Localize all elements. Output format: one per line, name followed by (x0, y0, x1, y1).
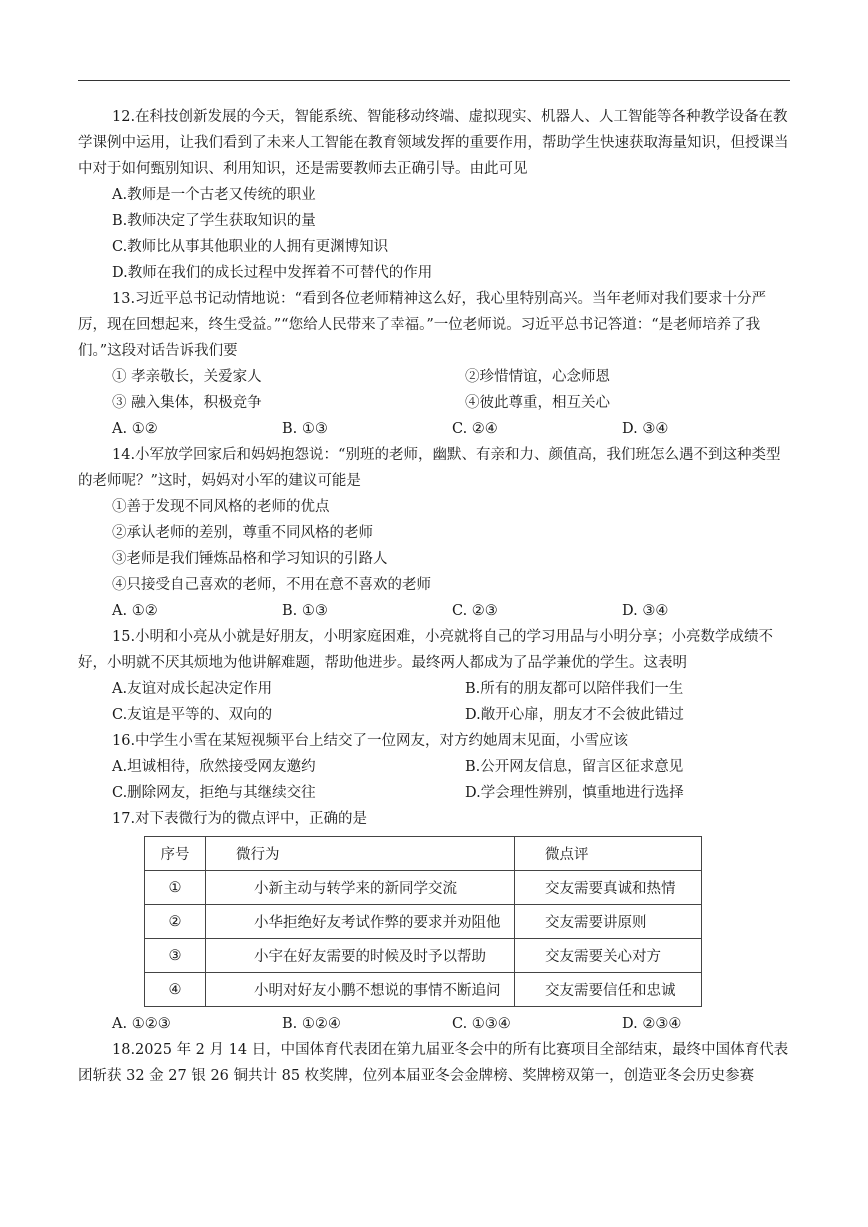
table-cell-behavior: 小新主动与转学来的新同学交流 (206, 871, 515, 905)
q14-item-1: ①善于发现不同风格的老师的优点 (112, 499, 330, 515)
q17-option-b: B. ①②④ (282, 1016, 341, 1032)
q17-option-a: A. ①②③ (112, 1016, 171, 1032)
table-cell-behavior: 小华拒绝好友考试作弊的要求并劝阻他 (206, 905, 515, 939)
table-cell-comment: 交友需要讲原则 (515, 905, 702, 939)
table-row (145, 871, 702, 905)
header-rule (78, 80, 790, 81)
q16-options-row-1 (78, 754, 790, 780)
q14-option-d: D. ③④ (622, 603, 669, 619)
q14-item-2: ②承认老师的差别，尊重不同风格的老师 (112, 525, 373, 541)
table-header-row (145, 837, 702, 871)
q13-item-2: ②珍惜情谊，心念师恩 (465, 369, 610, 385)
table-cell-behavior: 小明对好友小鹏不想说的事情不断追问 (206, 973, 515, 1007)
table-cell-number: ③ (145, 939, 206, 973)
q16-option-d: D.学会理性辨别，慎重地进行选择 (465, 785, 684, 801)
q16-option-b: B.公开网友信息，留言区征求意见 (465, 759, 684, 775)
q14-stem: 14.小军放学回家后和妈妈抱怨说：“别班的老师，幽默、有亲和力、颜值高，我们班怎么遇不到这种类型的老师呢？”这时，妈妈对小军的建议可能是 (78, 447, 781, 489)
q15-option-c: C.友谊是平等的、双向的 (112, 707, 273, 723)
q16-options-row-2 (78, 780, 790, 806)
table-row (145, 939, 702, 973)
table-cell-number: ④ (145, 973, 206, 1007)
q13-item-3: ③ 融入集体，积极竞争 (112, 395, 262, 411)
q17-option-d: D. ②③④ (622, 1016, 682, 1032)
table-row (145, 973, 702, 1007)
q16-option-a: A.坦诚相待，欣然接受网友邀约 (112, 759, 316, 775)
q18-stem: 18.2025 年 2 月 14 日，中国体育代表团在第九届亚冬会中的所有比赛项目全部结束，最终中国体育代表团斩获 32 金 27 银 26 铜共计 85 枚奖牌，位列本届亚冬会金牌榜、奖牌榜双第一，创造亚冬会历史参赛 (78, 1042, 789, 1084)
table-header-behavior: 微行为 (206, 837, 515, 871)
q13-stem: 13.习近平总书记动情地说：“看到各位老师精神这么好，我心里特别高兴。当年老师对我们要求十分严厉，现在回想起来，终生受益。”“您给人民带来了幸福。”一位老师说。习近平总书记答道：“是老师培养了我们。”这段对话告诉我们要 (78, 291, 766, 359)
q12-option-c: C.教师比从事其他职业的人拥有更渊博知识 (112, 239, 389, 255)
q12-option-b: B.教师决定了学生获取知识的量 (112, 213, 316, 229)
micro-behavior-table (144, 836, 702, 1007)
exam-content (78, 104, 790, 1089)
table-cell-behavior: 小宇在好友需要的时候及时予以帮助 (206, 939, 515, 973)
q13-item-1: ① 孝亲敬长，关爱家人 (112, 369, 262, 385)
q13-option-c: C. ②④ (452, 421, 498, 437)
q16-stem: 16.中学生小雪在某短视频平台上结交了一位网友，对方约她周末见面，小雪应该 (112, 733, 629, 749)
q13-items-row-1 (78, 364, 790, 390)
q14-option-a: A. ①② (112, 603, 158, 619)
table-cell-comment: 交友需要真诚和热情 (515, 871, 702, 905)
q17-option-c: C. ①③④ (452, 1016, 511, 1032)
q14-option-b: B. ①③ (282, 603, 328, 619)
q16-option-c: C.删除网友，拒绝与其继续交往 (112, 785, 316, 801)
q15-stem: 15.小明和小亮从小就是好朋友，小明家庭困难，小亮就将自己的学习用品与小明分享；小亮数学成绩不好，小明就不厌其烦地为他讲解难题，帮助他进步。最终两人都成为了品学兼优的学生。这表明 (78, 629, 774, 671)
q14-item-4: ④只接受自己喜欢的老师，不用在意不喜欢的老师 (112, 577, 431, 593)
q15-option-a: A.友谊对成长起决定作用 (112, 681, 273, 697)
table-cell-comment: 交友需要关心对方 (515, 939, 702, 973)
q12-stem: 12.在科技创新发展的今天，智能系统、智能移动终端、虚拟现实、机器人、人工智能等各种教学设备在教学课例中运用，让我们看到了未来人工智能在教育领域发挥的重要作用，帮助学生快速获取海量知识，但授课当中对于如何甄别知识、利用知识，还是需要教师去正确引导。由此可见 (78, 109, 789, 177)
q15-options-row-2 (78, 702, 790, 728)
q14-option-c: C. ②③ (452, 603, 498, 619)
q13-items-row-2 (78, 390, 790, 416)
q12-option-d: D.教师在我们的成长过程中发挥着不可替代的作用 (112, 265, 433, 281)
q14-item-3: ③老师是我们锤炼品格和学习知识的引路人 (112, 551, 388, 567)
q13-item-4: ④彼此尊重，相互关心 (465, 395, 610, 411)
q13-option-b: B. ①③ (282, 421, 328, 437)
q15-option-b: B.所有的朋友都可以陪伴我们一生 (465, 681, 684, 697)
table-row (145, 905, 702, 939)
q13-option-a: A. ①② (112, 421, 158, 437)
table-cell-number: ① (145, 871, 206, 905)
q17-options (78, 1011, 790, 1037)
q13-options (78, 416, 790, 442)
q15-options-row-1 (78, 676, 790, 702)
q15-option-d: D.敞开心扉，朋友才不会彼此错过 (465, 707, 684, 723)
table-header-comment: 微点评 (515, 837, 702, 871)
table-header-number: 序号 (145, 837, 206, 871)
table-cell-comment: 交友需要信任和忠诚 (515, 973, 702, 1007)
q13-option-d: D. ③④ (622, 421, 669, 437)
q14-options (78, 598, 790, 624)
q17-stem: 17.对下表微行为的微点评中，正确的是 (112, 811, 368, 827)
table-cell-number: ② (145, 905, 206, 939)
q12-option-a: A.教师是一个古老又传统的职业 (112, 187, 316, 203)
